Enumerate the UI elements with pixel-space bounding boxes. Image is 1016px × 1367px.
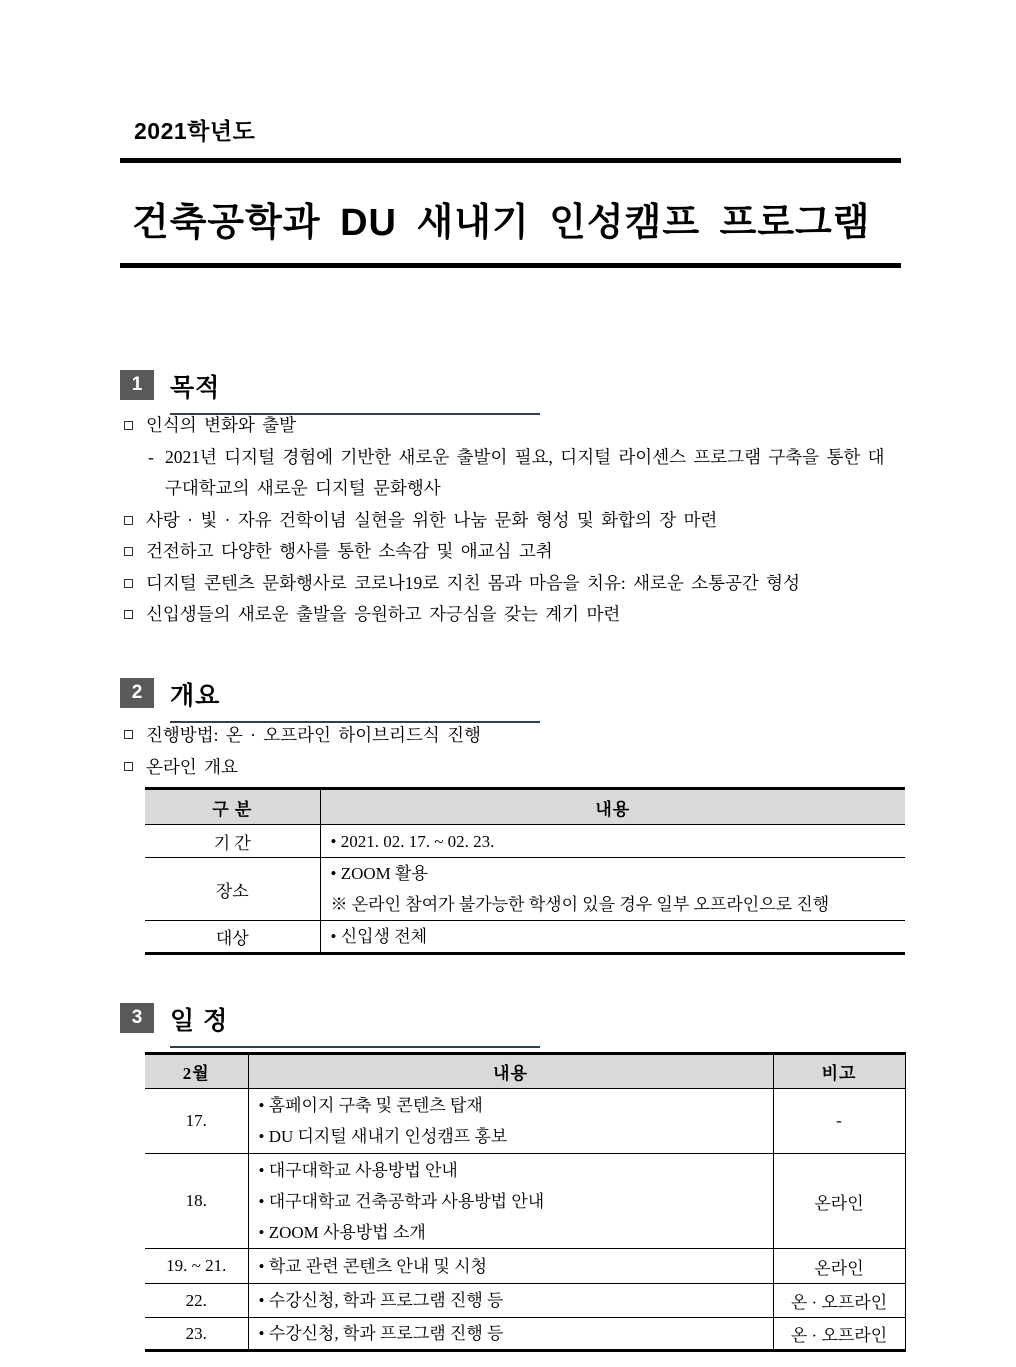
- table-row: [145, 1249, 905, 1284]
- table-row: [145, 825, 905, 858]
- content-line: • 수강신청, 학과 프로그램 진행 등: [258, 1324, 504, 1343]
- row-content-cell: [248, 1284, 773, 1318]
- list-item: 진행방법: 온 · 오프라인 하이브리드식 진행: [124, 719, 914, 751]
- top-rule: [120, 158, 901, 163]
- table-row: [145, 1318, 905, 1351]
- row-note-cell: 온 · 오프라인: [773, 1284, 905, 1318]
- list-item: 사랑 · 빛 · 자유 건학이념 실현을 위한 나눔 문화 형성 및 화합의 장 마련: [124, 505, 914, 537]
- section-3-header: [120, 1001, 540, 1048]
- row-note-cell: 온 · 오프라인: [773, 1318, 905, 1351]
- table-row: [145, 921, 905, 954]
- section-1-header: [120, 368, 540, 415]
- row-content-cell: [248, 1318, 773, 1351]
- list-item: 건전하고 다양한 행사를 통한 소속감 및 애교심 고취: [124, 536, 914, 568]
- square-bullet-icon: [124, 516, 133, 525]
- row-date-cell: 18.: [145, 1154, 248, 1249]
- list-item: 신입생들의 새로운 출발을 응원하고 자긍심을 갖는 계기 마련: [124, 599, 914, 631]
- table-row: [145, 1089, 905, 1154]
- title-bottom-rule: [120, 263, 901, 268]
- section-2-header: [120, 676, 540, 723]
- row-label-cell: 대상: [145, 921, 320, 954]
- square-bullet-icon: [124, 610, 133, 619]
- row-content-cell: [248, 1089, 773, 1154]
- row-content-cell: [248, 1249, 773, 1284]
- overview-table: [145, 787, 905, 955]
- table-row: [145, 1284, 905, 1318]
- section-3-title-underline: [170, 1001, 540, 1048]
- overview-list: [124, 719, 914, 783]
- row-date-cell: 23.: [145, 1318, 248, 1351]
- table-header-row: [145, 789, 905, 825]
- content-line: • 학교 관련 콘텐츠 안내 및 시청: [258, 1256, 488, 1276]
- list-item: 온라인 개요: [124, 751, 914, 783]
- square-bullet-icon: [124, 730, 133, 739]
- row-content-cell: [320, 921, 905, 954]
- row-note-cell: 온라인: [773, 1154, 905, 1249]
- table-header-row: [145, 1054, 905, 1089]
- content-line: • ZOOM 활용: [330, 864, 428, 883]
- header-cell-content: 내용: [320, 789, 905, 825]
- section-1-title: 목적: [170, 374, 221, 402]
- row-date-cell: 17.: [145, 1089, 248, 1154]
- section-2-number-badge: 2: [120, 678, 154, 708]
- content-line: • 대구대학교 사용방법 안내: [258, 1160, 458, 1180]
- section-3-number-badge: 3: [120, 1003, 154, 1033]
- content-line: • 대구대학교 건축공학과 사용방법 안내: [258, 1191, 545, 1211]
- content-line: ※ 온라인 참여가 불가능한 학생이 있을 경우 일부 오프라인으로 진행: [330, 895, 830, 914]
- content-line: • 2021. 02. 17. ~ 02. 23.: [330, 831, 495, 851]
- content-line: • DU 디지털 새내기 인성캠프 홍보: [258, 1127, 508, 1146]
- row-note-cell: -: [773, 1089, 905, 1154]
- square-bullet-icon: [124, 579, 133, 588]
- header-cell-month: 2월: [145, 1054, 248, 1089]
- row-date-cell: 22.: [145, 1284, 248, 1318]
- row-date-cell: 19. ~ 21.: [145, 1249, 248, 1284]
- list-item: 디지털 콘텐츠 문화행사로 코로나19로 지친 몸과 마음을 치유: 새로운 소통공간 형성: [124, 568, 914, 600]
- document-title: 건축공학과 DU 새내기 인성캠프 프로그램: [132, 202, 871, 244]
- table-row: [145, 858, 905, 921]
- section-2-title-underline: [170, 676, 540, 723]
- section-2-title: 개요: [170, 682, 221, 710]
- row-content-cell: [320, 858, 905, 921]
- section-1-title-underline: [170, 368, 540, 415]
- content-line: • ZOOM 사용방법 소개: [258, 1222, 426, 1242]
- row-content-cell: [248, 1154, 773, 1249]
- table-row: [145, 1154, 905, 1249]
- section-1-number-badge: 1: [120, 370, 154, 400]
- square-bullet-icon: [124, 762, 133, 771]
- row-note-cell: 온라인: [773, 1249, 905, 1284]
- list-subitem: - 2021년 디지털 경험에 기반한 새로운 출발이 필요, 디지털 라이센스 프로그램 구축을 통한 대구대학교의 새로운 디지털 문화행사: [148, 442, 914, 505]
- row-label-cell: 기 간: [145, 825, 320, 858]
- row-content-cell: [320, 825, 905, 858]
- header-cell-note: 비고: [773, 1054, 905, 1089]
- academic-year-label: 2021학년도: [134, 118, 256, 144]
- dash-bullet-icon: -: [148, 446, 154, 467]
- square-bullet-icon: [124, 421, 133, 430]
- content-line: • 수강신청, 학과 프로그램 진행 등: [258, 1291, 504, 1310]
- list-item: 인식의 변화와 출발: [124, 410, 914, 442]
- schedule-table: [145, 1052, 906, 1352]
- purpose-list: [124, 410, 914, 631]
- row-label-cell: 장소: [145, 858, 320, 921]
- content-line: • 홈페이지 구축 및 콘텐츠 탑재: [258, 1096, 483, 1115]
- header-cell-category: 구 분: [145, 789, 320, 825]
- square-bullet-icon: [124, 547, 133, 556]
- header-cell-content: 내용: [248, 1054, 773, 1089]
- content-line: • 신입생 전체: [330, 927, 428, 946]
- section-3-title: 일 정: [170, 1007, 229, 1035]
